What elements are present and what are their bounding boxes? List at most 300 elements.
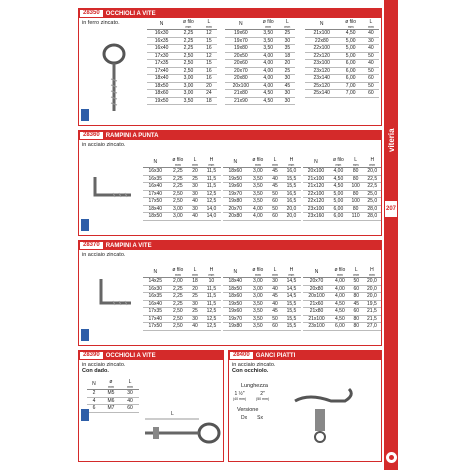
table-cell: 12,5 [202, 198, 221, 206]
table-cell: 4,50 [338, 30, 362, 38]
section-header [79, 241, 381, 250]
product-material: in ferro zincato. [82, 20, 120, 26]
table-row [223, 315, 301, 323]
table-cell: 2,25 [176, 30, 201, 38]
table-cell: 18x40 [223, 278, 248, 286]
table-cell: 2,50 [176, 52, 201, 60]
table-cell: 16x40 [147, 45, 176, 53]
table-row [303, 285, 381, 293]
version-option: Dx [241, 415, 248, 421]
table-header-row [225, 19, 295, 30]
table-cell: 100 [348, 183, 364, 191]
column-header: ø filo mm [168, 267, 189, 278]
table-row [303, 175, 381, 183]
table-cell: 50 [268, 315, 282, 323]
table-cell: 21,5 [363, 308, 381, 316]
table-cell: 45 [268, 308, 282, 316]
table-row [305, 82, 379, 90]
column-header: L mm [121, 379, 139, 390]
spec-table-3 [303, 267, 381, 331]
table-cell: 40 [268, 285, 282, 293]
table-cell: 2,50 [168, 323, 189, 331]
eye-bolt-image [139, 411, 223, 455]
table-cell: 40 [188, 323, 202, 331]
table-row [143, 213, 221, 221]
table-cell: 15,5 [282, 175, 301, 183]
column-header: L mm [268, 267, 282, 278]
table-cell: 15,5 [282, 183, 301, 191]
table-row [147, 75, 217, 83]
table-header-row [223, 267, 301, 278]
table-cell: 2,25 [168, 300, 189, 308]
table-cell: 20x70 [223, 205, 248, 213]
version-label: Versione [237, 407, 259, 413]
table-row [223, 308, 301, 316]
table-row [303, 315, 381, 323]
table-cell: 20 [280, 60, 295, 68]
table-row [223, 213, 301, 221]
table-cell: 40 [363, 30, 379, 38]
table-row [143, 175, 221, 183]
column-header: H mm [202, 267, 221, 278]
table-row [225, 45, 295, 53]
table-cell: 23x100 [305, 60, 338, 68]
table-cell: 3,50 [248, 175, 269, 183]
table-row [147, 67, 217, 75]
table-cell: 23x100 [303, 205, 329, 213]
table-row [223, 168, 301, 176]
spec-table-2 [223, 157, 301, 221]
table-cell: 25,0 [364, 190, 381, 198]
version-options [241, 415, 263, 421]
table-cell: 20x70 [225, 67, 257, 75]
table-cell: 3,00 [176, 90, 201, 98]
column-header: H mm [282, 157, 301, 168]
table-cell: 11,5 [202, 168, 221, 176]
table-cell: 50 [363, 82, 379, 90]
table-cell: 28,0 [364, 205, 381, 213]
table-cell: 20x100 [303, 293, 330, 301]
table-cell: 4,00 [248, 205, 269, 213]
table-cell: 6,00 [338, 67, 362, 75]
table-cell: 18x50 [147, 82, 176, 90]
table-cell: 2,00 [168, 278, 189, 286]
table-cell: 14,0 [202, 205, 221, 213]
product-material: in acciaio zincato. [82, 252, 126, 258]
table-cell: 21x60 [303, 300, 330, 308]
table-cell: 80 [348, 175, 364, 183]
table-row [305, 30, 379, 38]
table-cell: 30 [280, 37, 295, 45]
table-cell: 15,5 [282, 323, 301, 331]
column-header: ø filo mm [176, 19, 201, 30]
table-cell: 4,00 [257, 67, 280, 75]
table-cell: 14,0 [202, 213, 221, 221]
spec-table-2 [225, 19, 295, 105]
table-cell: 60 [350, 285, 363, 293]
column-header: N [143, 267, 168, 278]
table-cell: 12,5 [202, 323, 221, 331]
table-row [147, 90, 217, 98]
table-row [147, 97, 217, 105]
table-cell: 11,5 [202, 293, 221, 301]
table-cell: 2,50 [168, 190, 189, 198]
table-cell: 22x120 [303, 198, 329, 206]
table-cell: 16x30 [147, 30, 176, 38]
table-cell: 14x25 [143, 278, 168, 286]
table-cell: 3,00 [248, 293, 269, 301]
category-label: viteria [387, 128, 396, 152]
table-row [223, 278, 301, 286]
section-28350 [78, 8, 382, 126]
section-28370 [78, 240, 382, 346]
product-material: in acciaio zincato. [232, 362, 276, 368]
table-cell: 16x40 [143, 183, 168, 191]
table-cell: 100 [348, 198, 364, 206]
column-header: H mm [202, 157, 221, 168]
table-cell: 17x40 [147, 67, 176, 75]
table-cell: 17x50 [143, 198, 168, 206]
table-cell: 16,5 [282, 190, 301, 198]
table-header-row [223, 157, 301, 168]
column-header: L mm [201, 19, 217, 30]
table-row [303, 190, 381, 198]
table-cell: 11,5 [202, 175, 221, 183]
table-cell: 19x70 [225, 37, 257, 45]
section-header [79, 351, 223, 360]
table-cell: 3,50 [248, 183, 269, 191]
table-cell: 35 [280, 45, 295, 53]
table-row [225, 37, 295, 45]
table-cell: 80 [348, 205, 364, 213]
table-cell: 19x50 [223, 300, 248, 308]
table-cell: 18 [201, 97, 217, 105]
table-cell: M7 [101, 405, 121, 413]
product-note: Con dado. [82, 368, 109, 374]
table-row [147, 60, 217, 68]
table-cell: 11,5 [202, 183, 221, 191]
table-cell: 3,00 [248, 168, 269, 176]
table-header-row [305, 19, 379, 30]
table-row [143, 300, 221, 308]
table-row [147, 30, 217, 38]
column-header: L mm [348, 157, 364, 168]
spec-table-1 [143, 157, 221, 221]
table-cell: 23x120 [305, 67, 338, 75]
product-title: RAMPINI A VITE [105, 242, 152, 249]
flat-hook-image [285, 381, 365, 451]
spec-table-2 [223, 267, 301, 331]
table-row [143, 315, 221, 323]
table-cell: 19x60 [225, 30, 257, 38]
table-cell: 80 [350, 323, 363, 331]
table-cell: 19x50 [223, 175, 248, 183]
table-cell: 2,25 [168, 168, 189, 176]
column-header: L mm [363, 19, 379, 30]
product-note: Con occhiolo. [232, 368, 269, 374]
table-cell: 18x60 [223, 293, 248, 301]
product-title: GANCI PIATTI [255, 352, 296, 359]
length-option: 1 ½" (40 mm) [233, 391, 247, 401]
product-code: 28360 [80, 132, 103, 139]
table-cell: 17x40 [143, 190, 168, 198]
table-cell: 21x100 [305, 30, 338, 38]
table-cell: 30 [188, 205, 202, 213]
version-option: Sx [257, 415, 263, 421]
spec-table-1 [143, 267, 221, 331]
table-cell: 30 [188, 183, 202, 191]
table-cell: 20 [188, 168, 202, 176]
table-cell: 2,50 [176, 67, 201, 75]
table-cell: 40 [363, 60, 379, 68]
table-row [143, 190, 221, 198]
table-cell: 11,5 [202, 285, 221, 293]
table-cell: 45 [268, 183, 282, 191]
table-row [223, 300, 301, 308]
table-row [147, 82, 217, 90]
table-cell: 14,5 [282, 285, 301, 293]
table-row [87, 390, 139, 398]
table-row [303, 278, 381, 286]
table-cell: 110 [348, 213, 364, 221]
product-tag-icon [81, 109, 89, 121]
table-cell: 40 [188, 198, 202, 206]
section-28390 [78, 350, 224, 462]
column-header: ø filo mm [257, 19, 280, 30]
table-row [223, 205, 301, 213]
table-cell: 4,50 [330, 308, 350, 316]
table-row [303, 205, 381, 213]
table-cell: 45 [268, 293, 282, 301]
table-cell: 6 [87, 405, 101, 413]
table-cell: 16,5 [282, 198, 301, 206]
column-header: H mm [364, 157, 381, 168]
table-row [87, 397, 139, 405]
table-cell: 25 [280, 30, 295, 38]
table-cell: 2,50 [176, 60, 201, 68]
table-cell: 20x100 [225, 82, 257, 90]
table-cell: 6,00 [338, 60, 362, 68]
table-cell: 5,00 [338, 37, 362, 45]
table-cell: 60 [121, 405, 139, 413]
product-tag-icon [81, 409, 89, 421]
table-cell: 18x60 [223, 168, 248, 176]
table-row [143, 278, 221, 286]
table-cell: 5,00 [329, 198, 348, 206]
table-cell: 22x100 [305, 45, 338, 53]
table-cell: 60 [363, 75, 379, 83]
column-header: ø filo mm [248, 157, 269, 168]
section-header [229, 351, 381, 360]
table-cell: 18x40 [143, 205, 168, 213]
table-cell: 27,0 [363, 323, 381, 331]
table-cell: 20,0 [282, 205, 301, 213]
table-cell: 4,00 [330, 293, 350, 301]
table-cell: 20,0 [282, 213, 301, 221]
column-header: N [87, 379, 101, 390]
table-cell: 2,50 [168, 315, 189, 323]
table-cell: 4,50 [330, 315, 350, 323]
table-cell: 45 [350, 300, 363, 308]
table-cell: 30 [188, 300, 202, 308]
table-row [303, 168, 381, 176]
table-cell: 7,00 [338, 90, 362, 98]
table-cell: 19x70 [223, 315, 248, 323]
table-cell: 10 [202, 278, 221, 286]
table-cell: 23x100 [303, 323, 330, 331]
table-cell: 19x50 [147, 97, 176, 105]
table-cell: 3,50 [248, 308, 269, 316]
table-cell: 12,5 [202, 315, 221, 323]
table-cell: 25,0 [364, 198, 381, 206]
table-cell: 16x40 [143, 300, 168, 308]
table-cell: 4,50 [257, 97, 280, 105]
dimension-label: L [171, 411, 174, 417]
table-cell: 21,5 [363, 315, 381, 323]
table-cell: 2,50 [168, 198, 189, 206]
column-header: N [223, 157, 248, 168]
table-cell: 5,00 [338, 45, 362, 53]
table-cell: 15,5 [282, 300, 301, 308]
table-cell: 4,50 [257, 90, 280, 98]
product-code: 28350 [80, 10, 103, 17]
table-cell: 20x50 [225, 52, 257, 60]
table-cell: 18 [280, 52, 295, 60]
table-cell: M6 [101, 397, 121, 405]
column-header: ø mm [101, 379, 121, 390]
table-row [303, 308, 381, 316]
table-cell: 4,00 [257, 82, 280, 90]
table-cell: 3,00 [248, 285, 269, 293]
table-cell: 14,5 [282, 278, 301, 286]
table-cell: 17x35 [143, 308, 168, 316]
table-cell: 25 [188, 308, 202, 316]
product-title: OCCHIOLI A VITE [105, 10, 156, 17]
table-cell: 17x30 [147, 52, 176, 60]
table-cell: 4,50 [330, 300, 350, 308]
table-cell: 4,00 [248, 213, 269, 221]
table-cell: 40 [363, 45, 379, 53]
table-row [303, 198, 381, 206]
table-cell: 21x100 [303, 175, 329, 183]
table-cell: 3,50 [257, 45, 280, 53]
section-header [79, 131, 381, 140]
table-row [147, 52, 217, 60]
table-cell: 20x60 [225, 60, 257, 68]
section-header [79, 9, 381, 18]
table-cell: M5 [101, 390, 121, 398]
table-cell: 16 [201, 45, 217, 53]
product-tag-icon [81, 329, 89, 341]
table-cell: 40 [268, 300, 282, 308]
table-cell: 4,00 [257, 75, 280, 83]
table-cell: 3,50 [248, 315, 269, 323]
table-cell: 16 [201, 75, 217, 83]
table-row [143, 205, 221, 213]
length-option: 2" (50 mm) [256, 391, 270, 401]
table-cell: 14,5 [282, 293, 301, 301]
table-cell: 40 [121, 397, 139, 405]
table-cell: 5,00 [338, 52, 362, 60]
table-header-row [143, 157, 221, 168]
table-row [147, 37, 217, 45]
section-28400 [228, 350, 382, 462]
table-header-row [303, 157, 381, 168]
table-cell: 21x80 [303, 308, 330, 316]
table-cell: 2,25 [168, 183, 189, 191]
table-cell: 30 [121, 390, 139, 398]
table-row [305, 67, 379, 75]
table-cell: 16x35 [147, 37, 176, 45]
table-row [305, 75, 379, 83]
eye-screw-image [89, 39, 139, 119]
column-header: H mm [363, 267, 381, 278]
table-cell: 6,00 [329, 213, 348, 221]
table-cell: 19x60 [223, 308, 248, 316]
table-cell: 23x160 [303, 213, 329, 221]
table-row [143, 293, 221, 301]
table-row [223, 323, 301, 331]
table-cell: 22,5 [364, 175, 381, 183]
table-cell: 17x50 [143, 323, 168, 331]
column-header: ø filo mm [168, 157, 189, 168]
table-cell: 6,00 [330, 323, 350, 331]
column-header: N [303, 157, 329, 168]
column-header: N [303, 267, 330, 278]
table-row [223, 175, 301, 183]
table-cell: 2,25 [176, 45, 201, 53]
table-cell: 12 [201, 30, 217, 38]
table-cell: 16x30 [143, 168, 168, 176]
table-cell: 30 [363, 37, 379, 45]
table-header-row [87, 379, 139, 390]
category-strip [384, 0, 398, 470]
table-row [225, 75, 295, 83]
table-cell: 3,00 [176, 82, 201, 90]
table-cell: 80 [348, 168, 364, 176]
table-cell: 17x40 [143, 315, 168, 323]
table-cell: 60 [350, 308, 363, 316]
table-cell: 3,00 [168, 213, 189, 221]
product-title: OCCHIOLI A VITE [105, 352, 156, 359]
spec-table-3 [303, 157, 381, 221]
table-row [143, 285, 221, 293]
table-row [225, 90, 295, 98]
table-row [143, 308, 221, 316]
table-cell: 15,5 [282, 308, 301, 316]
table-cell: 20 [188, 285, 202, 293]
table-header-row [303, 267, 381, 278]
table-row [303, 183, 381, 191]
table-cell: 12 [201, 52, 217, 60]
table-cell: 30 [280, 90, 295, 98]
table-cell: 23x140 [305, 75, 338, 83]
table-cell: 50 [363, 52, 379, 60]
table-row [225, 97, 295, 105]
table-cell: 2,25 [176, 37, 201, 45]
table-cell: 50 [350, 278, 363, 286]
table-cell: 18x50 [223, 285, 248, 293]
table-cell: 15 [201, 60, 217, 68]
table-header-row [147, 19, 217, 30]
table-cell: 19,5 [363, 300, 381, 308]
column-header: H mm [282, 267, 301, 278]
table-cell: 25 [188, 293, 202, 301]
column-header: L mm [350, 267, 363, 278]
table-cell: 20,0 [363, 278, 381, 286]
table-cell: 11,5 [202, 300, 221, 308]
table-row [223, 285, 301, 293]
